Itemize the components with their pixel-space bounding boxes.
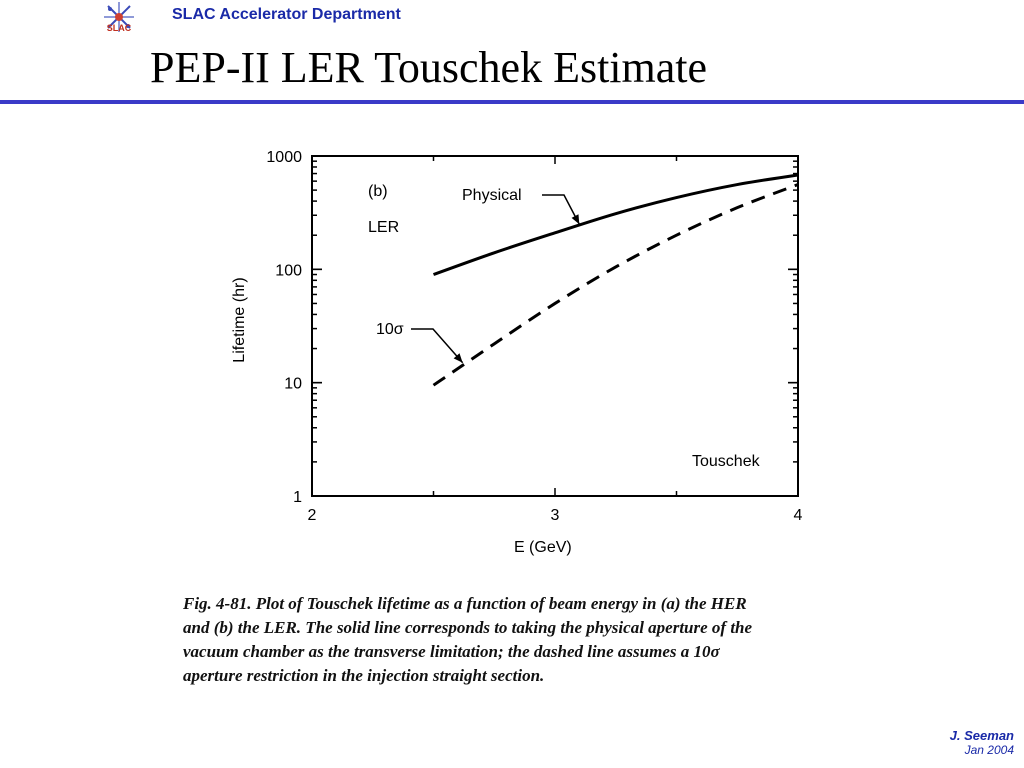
department-name: SLAC Accelerator Department <box>172 6 401 23</box>
ring-label: LER <box>368 219 400 236</box>
y-tick-label: 1000 <box>266 149 302 166</box>
y-tick-label: 1 <box>293 489 302 506</box>
series-physical-label: Physical <box>462 187 522 204</box>
logo-text: SLAC <box>106 23 132 33</box>
series-physical-pointer <box>542 195 579 224</box>
footer-date: Jan 2004 <box>964 743 1014 757</box>
slac-logo-icon <box>96 2 142 34</box>
y-tick-label: 100 <box>275 262 302 280</box>
y-axis-label: Lifetime (hr) <box>231 277 248 363</box>
caption-line: aperture restriction in the injection straight section. <box>183 666 545 685</box>
page-title: PEP-II LER Touschek Estimate <box>150 43 708 92</box>
caption-line: and (b) the LER. The solid line corresponds to taking the physical aperture of the <box>183 618 753 637</box>
figure-caption <box>183 592 883 688</box>
panel-label: (b) <box>368 183 388 200</box>
x-tick-label: 4 <box>793 507 803 524</box>
footer-credit <box>950 728 1014 757</box>
y-tick-label: 10 <box>284 375 302 393</box>
x-tick-label: 3 <box>550 507 560 524</box>
touschek-chart <box>200 130 840 580</box>
x-axis-label: E (GeV) <box>513 539 572 556</box>
slac-logo <box>96 2 142 34</box>
series-10sigma-label: 10σ <box>376 321 404 338</box>
caption-line: vacuum chamber as the transverse limitation; the dashed line assumes a 10σ <box>183 642 720 661</box>
caption-line: Fig. 4-81. Plot of Touschek lifetime as a function of beam energy in (a) the HER <box>183 594 747 613</box>
title-divider <box>0 100 1024 104</box>
x-tick-label: 2 <box>307 507 317 524</box>
effect-label: Touschek <box>692 453 760 470</box>
author-name: J. Seeman <box>949 728 1014 743</box>
